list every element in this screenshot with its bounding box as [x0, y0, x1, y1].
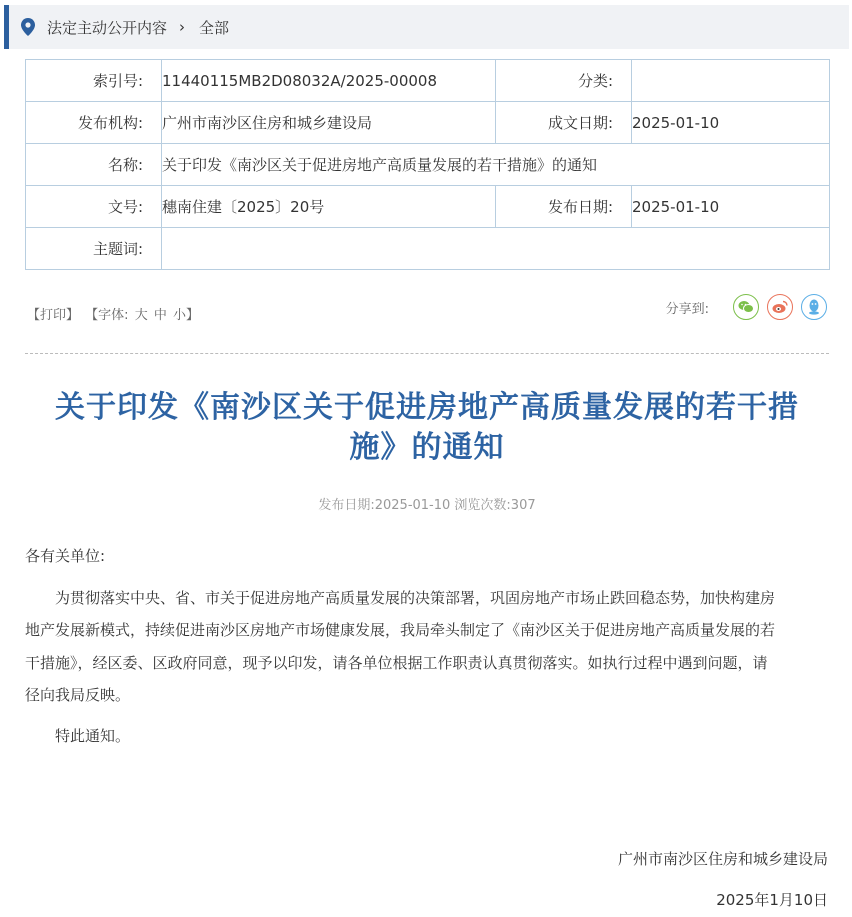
article-body	[25, 540, 831, 752]
paragraph-line: 为贯彻落实中央、省、市关于促进房地产高质量发展的决策部署，巩固房地产市场止跌回稳态势，加快构建房	[55, 588, 776, 607]
category-label: 分类:	[496, 60, 632, 102]
document-meta-table	[25, 59, 830, 270]
keywords-label: 主题词:	[26, 228, 162, 270]
index-value: 11440115MB2D08032A/2025-00008	[162, 60, 496, 102]
font-size-label: 【字体:	[85, 308, 129, 323]
article-title	[25, 388, 829, 468]
article-title-line1: 关于印发《南沙区关于促进房地产高质量发展的若干措	[55, 390, 799, 425]
publish-date-label: 发布日期:	[496, 186, 632, 228]
paragraph-line: 径向我局反映。	[25, 686, 131, 704]
breadcrumb-item-all[interactable]: 全部	[199, 18, 230, 37]
share-bar	[666, 294, 827, 320]
font-small-button[interactable]: 小】	[173, 308, 200, 323]
article-title-line2: 施》的通知	[349, 430, 505, 465]
written-date-label: 成文日期:	[496, 102, 632, 144]
name-label: 名称:	[26, 144, 162, 186]
name-value: 关于印发《南沙区关于促进房地产高质量发展的若干措施》的通知	[162, 144, 830, 186]
breadcrumb-item-public-content[interactable]: 法定主动公开内容	[47, 18, 168, 37]
publisher-label: 发布机构:	[26, 102, 162, 144]
publish-info: 发布日期:2025-01-10 浏览次数:307	[318, 498, 536, 513]
publisher-value: 广州市南沙区住房和城乡建设局	[162, 102, 496, 144]
paragraph-line: 干措施》，经区委、区政府同意，现予以印发，请各单位根据工作职责认真贯彻落实。如执行过程中遇到问题，请	[25, 653, 768, 672]
wechat-icon[interactable]	[733, 294, 759, 320]
weibo-icon[interactable]	[767, 294, 793, 320]
location-pin-icon	[21, 18, 35, 36]
divider	[25, 353, 829, 354]
chevron-right-icon: ›	[179, 18, 186, 36]
breadcrumb	[4, 5, 849, 49]
doc-no-value: 穗南住建〔2025〕20号	[162, 186, 496, 228]
font-large-button[interactable]: 大	[134, 308, 148, 323]
salutation: 各有关单位:	[25, 547, 106, 565]
qq-icon[interactable]	[801, 294, 827, 320]
publish-date-value: 2025-01-10	[632, 186, 830, 228]
written-date-value: 2025-01-10	[632, 102, 830, 144]
signature: 广州市南沙区住房和城乡建设局	[617, 850, 828, 868]
article-toolbar	[27, 301, 827, 324]
index-label: 索引号:	[26, 60, 162, 102]
keywords-value	[162, 228, 830, 270]
print-button[interactable]: 【打印】	[27, 308, 80, 323]
doc-no-label: 文号:	[26, 186, 162, 228]
font-medium-button[interactable]: 中	[153, 308, 167, 323]
signature-date: 2025年1月10日	[716, 891, 828, 909]
closing: 特此通知。	[55, 726, 131, 745]
share-label: 分享到:	[665, 301, 709, 317]
category-value	[632, 60, 830, 102]
paragraph-line: 地产发展新模式，持续促进南沙区房地产市场健康发展，我局牵头制定了《南沙区关于促进房地产高质量发展的若	[25, 621, 776, 639]
